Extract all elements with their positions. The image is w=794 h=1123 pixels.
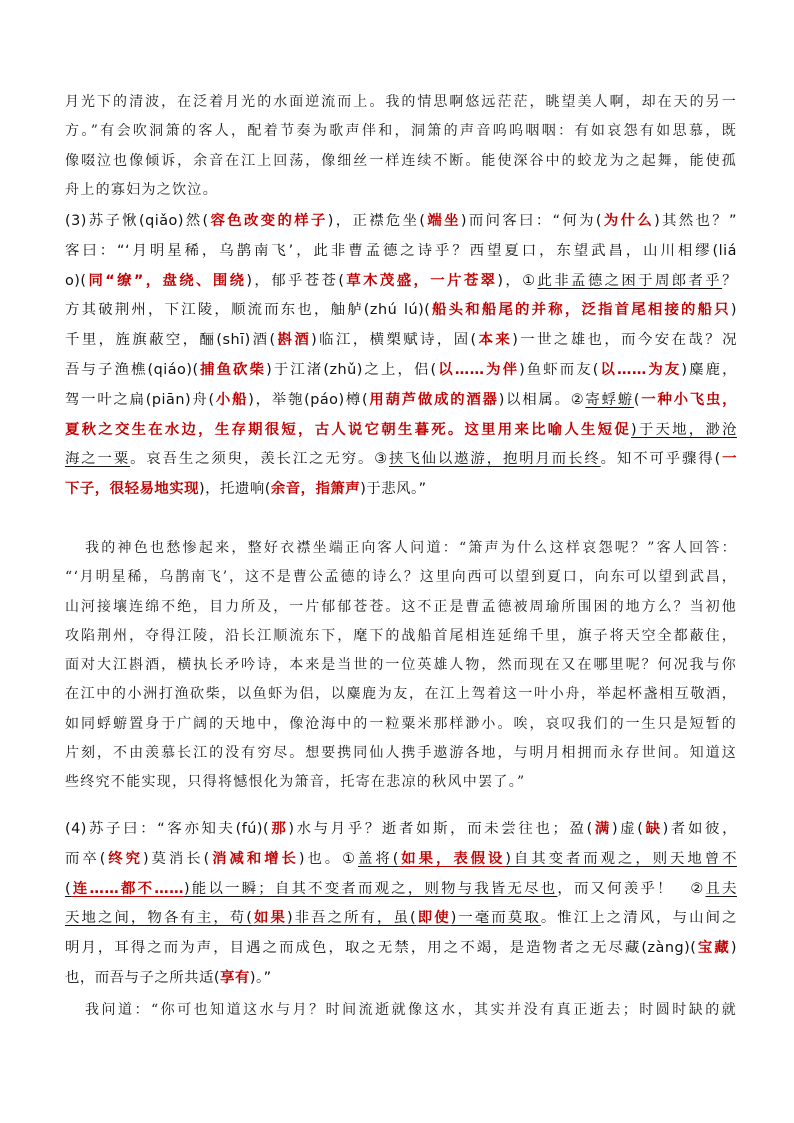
key-sentence: 盖将( bbox=[358, 850, 399, 867]
annotation: 如果 bbox=[252, 910, 287, 927]
text-run: )者如彼， bbox=[662, 821, 737, 837]
text-line: 片刻，不由羡慕长江的没有穷尽。想要携同仙人携手遨游各地，与明月相拥而永存世间。知道这 bbox=[65, 745, 737, 762]
annotation: 端坐 bbox=[425, 213, 461, 229]
text-run: )水与月乎？逝者如斯，而未尝往也；盈( bbox=[288, 821, 593, 837]
text-run: 驾一叶之扁(piān)舟( bbox=[65, 391, 215, 408]
text-run: ，而又何羡乎！ ② bbox=[557, 880, 706, 897]
text-line: 面对大江斟酒，横执长矛吟诗，本来是当世的一位英雄人物，然而现在又在哪里呢？何况我与你 bbox=[65, 657, 737, 674]
annotation: 一种小飞虫， bbox=[640, 391, 737, 408]
text-run: (4)苏子曰：“客亦知夫(fú)( bbox=[65, 821, 270, 837]
text-line bbox=[65, 934, 737, 964]
annotation: 那 bbox=[269, 821, 289, 837]
key-sentence: 天地之间，物各有主，苟( bbox=[65, 910, 253, 927]
key-sentence: )一毫而莫取 bbox=[450, 910, 541, 927]
annotation: 斟酒 bbox=[275, 332, 312, 349]
text-line bbox=[65, 904, 737, 934]
annotation: 终究 bbox=[105, 850, 143, 867]
annotation: 船头和船尾的并称，泛指首尾相接的船只 bbox=[430, 302, 731, 319]
key-sentence: )能以一瞬；自其不变者而观之，则物与我皆无尽也 bbox=[184, 880, 558, 897]
annotation: 满 bbox=[592, 821, 612, 837]
text-run: )于悲风。” bbox=[360, 481, 427, 498]
annotation: 以……为友 bbox=[598, 361, 682, 378]
text-run: 。惟江上之清风，与山间之 bbox=[540, 910, 737, 927]
text-run: )以相属。② bbox=[498, 391, 586, 408]
annotation: 一 bbox=[720, 451, 737, 468]
translation-paragraph-3 bbox=[65, 534, 737, 798]
text-run: 千里，旌旗蔽空，酾(shī)酒( bbox=[65, 332, 276, 349]
text-run: 吾与子渔樵(qiáo)( bbox=[65, 361, 199, 378]
text-run: (3)苏子愀(qiǎo)然( bbox=[65, 213, 209, 229]
text-line bbox=[65, 356, 737, 386]
text-line: 舟上的寡妇为之饮泣。 bbox=[65, 181, 218, 198]
text-line bbox=[65, 964, 737, 994]
text-run: )临江，横槊赋诗，固( bbox=[311, 332, 477, 349]
annotation: 为什么 bbox=[602, 213, 655, 229]
text-run: )其然也？” bbox=[654, 213, 737, 229]
annotation: 捕鱼砍柴 bbox=[198, 361, 267, 378]
text-line bbox=[65, 845, 737, 875]
annotation: 容色改变的样子 bbox=[208, 213, 328, 229]
annotation: 本来 bbox=[476, 332, 513, 349]
key-sentence: 且夫 bbox=[705, 880, 737, 897]
key-sentence: ( bbox=[65, 880, 72, 897]
key-sentence: )非吾之所有，虽( bbox=[286, 910, 417, 927]
text-line bbox=[65, 445, 737, 475]
text-run: )，举匏(páo)樽( bbox=[248, 391, 369, 408]
text-run: )而问客曰：“何为( bbox=[460, 213, 602, 229]
key-sentence: 此非孟德之困于周郎者乎 bbox=[537, 272, 723, 289]
text-run: )一世之雄也，而今安在哉？况 bbox=[512, 332, 737, 349]
text-line bbox=[65, 875, 737, 905]
annotation: 如果，表假设 bbox=[398, 850, 506, 867]
annotation: 消减和增长 bbox=[209, 850, 299, 867]
annotation: 宝藏 bbox=[696, 940, 731, 957]
text-run: )虚( bbox=[611, 821, 644, 837]
text-line: 如同蜉蝣置身于广阔的天地中，像沧海中的一粒粟米那样渺小。唉，哀叹我们的一生只是短暂的 bbox=[65, 715, 737, 732]
text-run: )鱼虾而友( bbox=[519, 361, 599, 378]
translation-paragraph-4 bbox=[65, 996, 737, 1025]
text-line: 方。”有会吹洞箫的客人，配着节奏为歌声伴和，洞箫的声音呜呜咽咽：有如哀怨有如思慕，既 bbox=[65, 123, 737, 140]
text-run: ) bbox=[730, 940, 737, 957]
annotation: 缺 bbox=[643, 821, 663, 837]
annotation: 用葫芦做成的酒器 bbox=[368, 391, 499, 408]
annotation: 享有 bbox=[220, 969, 250, 986]
text-line bbox=[65, 386, 737, 416]
text-run: )，郁乎苍苍( bbox=[246, 272, 345, 289]
text-line: 山河接壤连绵不绝，目力所及，一片郁郁苍苍。这不正是曹孟德被周瑜所围困的地方么？当初他 bbox=[65, 598, 737, 615]
text-line: “‘月明星稀，乌鹊南飞’，这不是曹公孟德的诗么？这里向西可以望到夏口，向东可以望到武昌， bbox=[65, 569, 737, 586]
annotation: 同“缭”，盘绕、围绕 bbox=[86, 272, 247, 289]
key-sentence: )自其变者而观之，则天地曾不 bbox=[505, 850, 737, 867]
text-run: )于江渚(zhǔ)之上，侣( bbox=[266, 361, 437, 378]
text-run: 明月，耳得之而为声，目遇之而成色，取之无禁，用之不竭，是造物者之无尽藏(zàng)( bbox=[65, 940, 697, 957]
text-run: 。哀吾生之须臾，羡长江之无穷。③ bbox=[130, 451, 390, 468]
text-line: 我的神色也愁惨起来，整好衣襟坐端正向客人问道：“箫声为什么这样哀怨呢？”客人回答： bbox=[85, 540, 737, 556]
text-line bbox=[65, 815, 737, 845]
text-run: 而卒( bbox=[65, 850, 106, 867]
text-run: )，正襟危坐( bbox=[327, 213, 426, 229]
key-sentence: 寄蜉蝣 bbox=[585, 391, 634, 408]
text-run: )莫消长( bbox=[142, 850, 210, 867]
text-line: 我问道：“你可也知道这水与月？时间流逝就像这水，其实并没有真正逝去；时圆时缺的就 bbox=[85, 1002, 737, 1018]
text-line bbox=[65, 267, 737, 297]
annotation: 即使 bbox=[416, 910, 451, 927]
key-sentence: 挟飞仙以遨游，抱明月而长终 bbox=[389, 451, 601, 468]
text-run: 。知不可乎骤得( bbox=[600, 451, 721, 468]
text-line: 攻陷荆州，夺得江陵，沿长江顺流东下，麾下的战船首尾相连延绵千里，旗子将天空全都蔽住， bbox=[65, 627, 737, 644]
annotation: 夏秋之交生在水边，生存期很短，古人说它朝生暮死。这里用来比喻人生短促 bbox=[65, 421, 631, 438]
key-sentence: )于天地，渺沧 bbox=[630, 421, 737, 438]
text-run: )，① bbox=[497, 272, 538, 289]
text-line bbox=[65, 296, 737, 326]
text-line: 像啜泣也像倾诉，余音在江上回荡，像细丝一样连续不断。能使深谷中的蛟龙为之起舞，能使孤 bbox=[65, 152, 737, 169]
original-paragraph-4 bbox=[65, 815, 737, 994]
translation-paragraph-intro bbox=[65, 88, 737, 205]
text-run: ( bbox=[633, 391, 641, 408]
annotation: 草木茂盛，一片苍翠 bbox=[344, 272, 498, 289]
annotation: 以……为伴 bbox=[436, 361, 520, 378]
text-run: )也。① bbox=[298, 850, 359, 867]
text-run: 也，而吾与子之所共适( bbox=[65, 969, 221, 986]
text-line: 月光下的清波，在泛着月光的水面逆流而上。我的情思啊悠远茫茫，眺望美人啊，却在天的另一 bbox=[65, 94, 737, 110]
annotation: 连……都不…… bbox=[71, 880, 184, 897]
text-line bbox=[65, 416, 737, 446]
text-run: )麋鹿， bbox=[681, 361, 737, 378]
text-line: 客曰：“‘月明星稀，乌鹊南飞’，此非曹孟德之诗乎？西望夏口，东望武昌，山川相缪(liá bbox=[65, 242, 737, 259]
text-line bbox=[65, 326, 737, 356]
text-line: 些终究不能实现，只得将憾恨化为箫音，托寄在悲凉的秋风中罢了。” bbox=[65, 774, 526, 791]
text-run: ) bbox=[730, 302, 737, 319]
text-line bbox=[65, 207, 737, 237]
annotation: 下子，很轻易地实现 bbox=[65, 481, 200, 498]
original-paragraph-3 bbox=[65, 207, 737, 505]
annotation: 小船 bbox=[214, 391, 249, 408]
text-line bbox=[65, 475, 737, 505]
text-run: )，托遗响( bbox=[199, 481, 271, 498]
text-run: 方其破荆州，下江陵，顺流而东也，舳舻(zhú lú)( bbox=[65, 302, 431, 319]
annotation: 余音，指箫声 bbox=[270, 481, 361, 498]
text-run: ？ bbox=[722, 272, 737, 289]
text-line: 在江中的小洲打渔砍柴，以鱼虾为侣，以麋鹿为友，在江上驾着这一叶小舟，举起杯盏相互敬酒， bbox=[65, 686, 737, 703]
text-run: o)( bbox=[65, 272, 87, 289]
text-run: )。” bbox=[249, 969, 272, 986]
key-sentence: 海之一粟 bbox=[65, 451, 131, 468]
